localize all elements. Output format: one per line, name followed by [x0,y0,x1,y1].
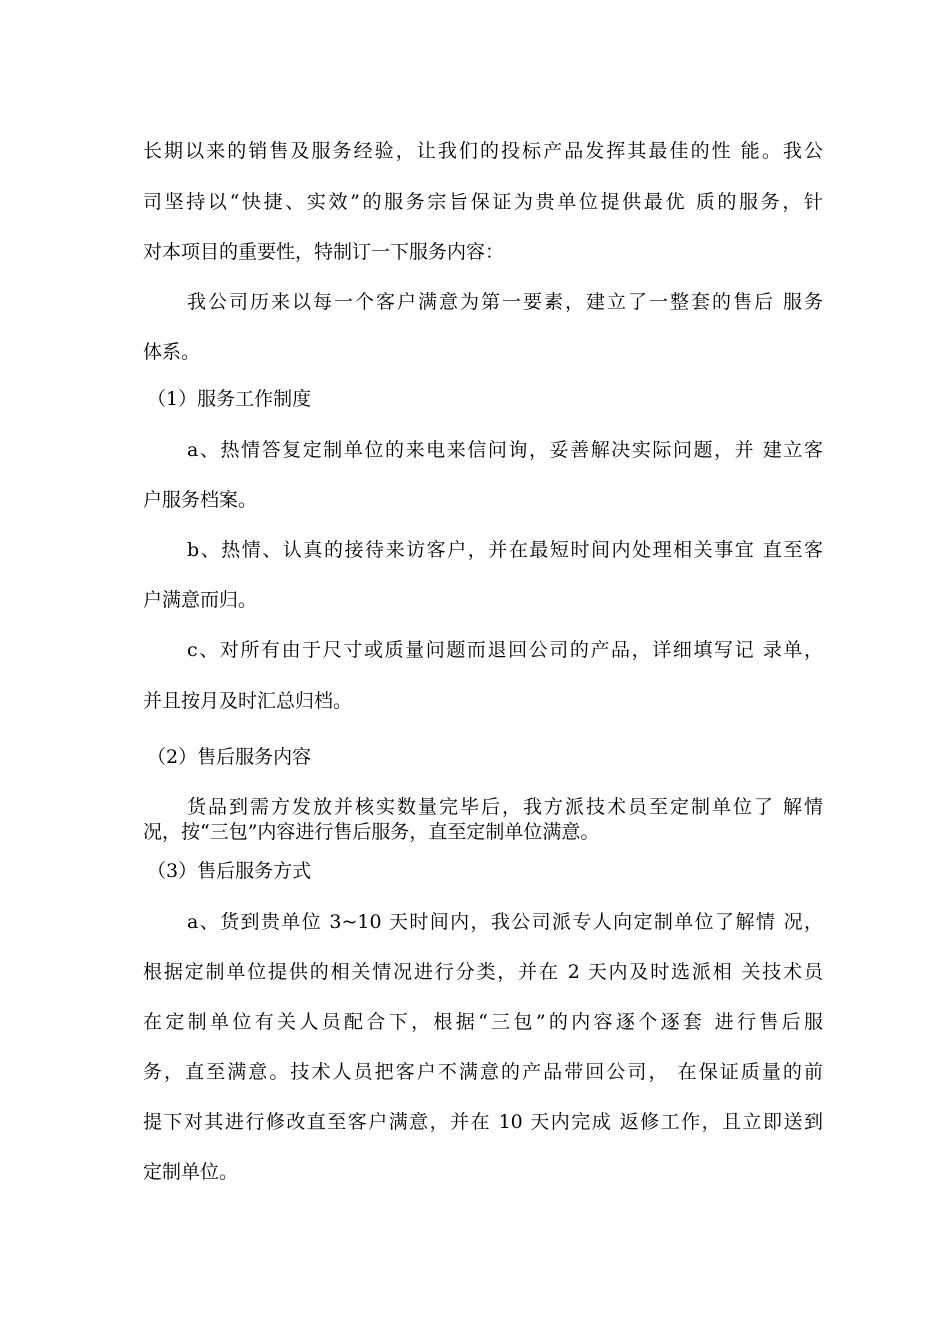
paragraph-line: 长期以来的销售及服务经验，让我们的投标产品发挥其最佳的性 能。我公 [143,140,823,162]
paragraph-line: 提下对其进行修改直至客户满意，并在 10 天内完成 返修工作，且立即送到 [143,1111,823,1133]
paragraph-line: b、热情、认真的接待来访客户，并在最短时间内处理相关事宜 直至客 [187,539,823,561]
section-heading: （1）服务工作制度 [147,388,312,410]
paragraph-line: 在定制单位有关人员配合下，根据“三包”的内容逐个逐套 进行售后服 [143,1011,823,1033]
paragraph-line: a、货到贵单位 3~10 天时间内，我公司派专人向定制单位了解情 况， [187,911,823,933]
paragraph-line: c、对所有由于尺寸或质量问题而退回公司的产品，详细填写记 录单， [187,639,823,661]
paragraph-line: 定制单位。 [143,1161,239,1183]
paragraph-line: 我公司历来以每一个客户满意为第一要素，建立了一整套的售后 服务 [187,291,823,313]
paragraph-line: 户服务档案。 [143,489,258,511]
section-heading: （2）售后服务内容 [147,746,312,768]
section-heading: （3）售后服务方式 [147,860,312,882]
paragraph-line: 体系。 [143,341,201,363]
paragraph-line: 司坚持以“快捷、实效”的服务宗旨保证为贵单位提供最优 质的服务，针 [143,191,823,213]
paragraph-line: a、热情答复定制单位的来电来信问询，妥善解决实际问题，并 建立客 [187,439,823,461]
paragraph-line: 货品到需方发放并核实数量完毕后，我方派技术员至定制单位了 解情 [187,796,823,818]
paragraph-line: 根据定制单位提供的相关情况进行分类，并在 2 天内及时选派相 关技术员 [143,961,823,983]
paragraph-line: 户满意而归。 [143,589,258,611]
paragraph-line: 对本项目的重要性，特制订一下服务内容： [143,241,505,263]
paragraph-line: 况，按“三包”内容进行售后服务，直至定制单位满意。 [143,821,600,843]
paragraph-line: 并且按月及时汇总归档。 [143,690,353,712]
paragraph-line: 务，直至满意。技术人员把客户不满意的产品带回公司， 在保证质量的前 [143,1061,823,1083]
